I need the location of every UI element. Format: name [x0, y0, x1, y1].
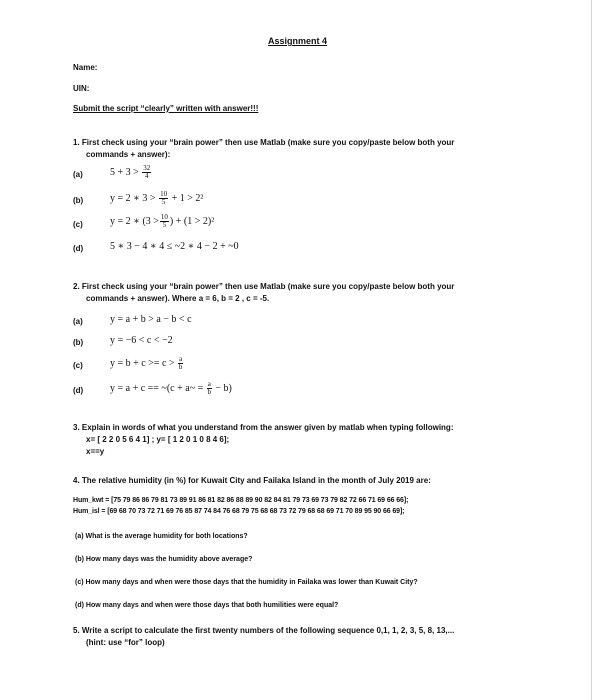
page-title: Assignment 4 — [268, 36, 328, 46]
q1-c-post: + (1 > 2)² — [175, 215, 215, 227]
q1-line2: commands + answer): — [86, 150, 171, 159]
q2-d-frac — [207, 381, 212, 396]
q1-c-num: 10 — [160, 213, 168, 221]
q4-part-d: (d) How many days and when were those days that both humilities were equal? — [75, 602, 339, 609]
q4-part-b: (b) How many days was the humidity above average? — [75, 556, 253, 563]
q1-label-d: (d) — [73, 244, 84, 253]
q1-expr-d: 5 ∗ 3 − 4 ∗ 4 ≤ ~2 ∗ 4 − 2 + ~0 — [110, 241, 239, 252]
q1-a-num: 32 — [143, 164, 151, 172]
q2-c-pre: y = b + c >= c > — [110, 357, 175, 369]
q4-line1: 4. The relative humidity (in %) for Kuwait City and Failaka Island in the month of July 2019 are: — [73, 476, 431, 485]
q1-a-frac — [142, 165, 151, 180]
q2-d-den: b — [207, 388, 212, 396]
q2-line1: 2. First check using your “brain power” then use Matlab (make sure you copy/paste below both your — [73, 282, 455, 291]
q2-label-a: (a) — [73, 317, 83, 326]
q2-c-frac — [178, 356, 183, 371]
name-label: Name: — [73, 63, 98, 72]
q4-hum-kwt: Hum_kwt = [75 79 86 86 79 81 73 89 91 86 81 82 86 88 89 90 82 84 81 79 73 69 73 79 82 72 66 71 69 66 66]; — [73, 497, 409, 504]
q4-part-a: (a) What is the average humidity for both locations? — [75, 533, 248, 540]
q1-c-den: 5 — [162, 221, 167, 229]
q2-label-b: (b) — [73, 338, 84, 347]
q2-label-d: (d) — [73, 386, 84, 395]
q1-line1: 1. First check using your “brain power” then use Matlab (make sure you copy/paste below both your — [73, 138, 455, 147]
page-edge — [591, 0, 592, 700]
submit-note: Submit the script “clearly” written with answer!!! — [73, 104, 259, 113]
q1-c-pre: y = 2 ∗ — [110, 215, 140, 227]
q1-expr-b — [110, 191, 203, 206]
q2-expr-d — [110, 381, 232, 396]
q2-expr-c — [110, 356, 184, 371]
q5-line2: (hint: use “for” loop) — [86, 638, 165, 647]
q3-line2: x= [ 2 2 0 5 6 4 1] ; y= [ 1 2 0 1 0 8 4 6]; — [86, 435, 230, 444]
q1-b-post: + 1 > 2² — [171, 192, 204, 204]
q1-label-c: (c) — [73, 220, 83, 229]
q1-c-open: (3 > — [142, 215, 159, 227]
uin-label: UIN: — [73, 84, 90, 93]
q2-d-pre: y = a + c == ~(c + a~ = — [110, 382, 204, 394]
q1-expr-a — [110, 165, 152, 180]
q1-b-pre: y = 2 ∗ 3 > — [110, 192, 156, 204]
q1-b-den: 5 — [161, 198, 166, 206]
q3-line3: x==y — [86, 447, 105, 456]
q2-label-c: (c) — [73, 361, 83, 370]
q1-label-a: (a) — [73, 170, 83, 179]
q2-d-post: − b) — [215, 382, 232, 394]
q2-c-den: b — [178, 363, 183, 371]
q2-line2: commands + answer). Where a = 6, b = 2 , c = -5. — [86, 294, 270, 303]
q2-expr-b: y = −6 < c < −2 — [110, 335, 173, 346]
q1-expr-c — [110, 214, 214, 229]
q3-line1: 3. Explain in words of what you understand from the answer given by matlab when typing following: — [73, 423, 454, 432]
q2-d-num: a — [207, 380, 211, 388]
q1-a-pre: 5 + 3 > — [110, 166, 139, 178]
q1-b-frac — [159, 191, 168, 206]
q1-c-close: ) — [169, 215, 174, 227]
q4-part-c: (c) How many days and when were those days that the humidity in Failaka was lower than Kuwait City? — [75, 579, 418, 586]
q5-line1: 5. Write a script to calculate the first twenty numbers of the following sequence 0,1, 1, 2, 3, 5, 8, 13,... — [73, 626, 455, 635]
q2-expr-a: y = a + b > a − b < c — [110, 314, 192, 325]
q2-c-num: a — [179, 355, 183, 363]
q1-a-den: 4 — [145, 172, 149, 180]
q1-c-frac — [160, 214, 169, 229]
q4-hum-isl: Hum_isl = [69 68 70 73 72 71 69 76 85 87 74 84 76 68 79 75 68 68 73 72 79 68 68 69 71 70 89 95 90 66 69]; — [73, 508, 405, 515]
q1-b-num: 10 — [160, 190, 168, 198]
q1-label-b: (b) — [73, 196, 84, 205]
